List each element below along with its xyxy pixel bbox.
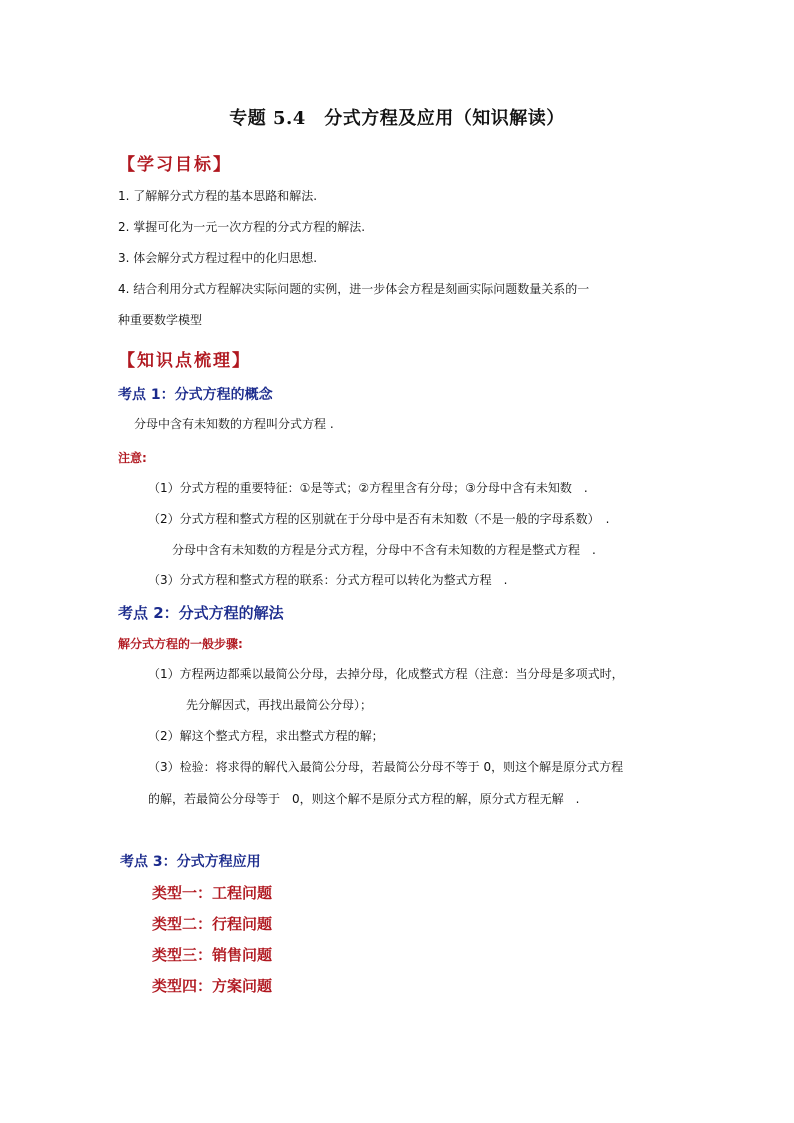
point-1-note-2-continued: 分母中含有未知数的方程是分式方程，分母中不含有未知数的方程是整式方程 .: [172, 543, 596, 557]
point-3-heading: 考点 3：分式方程应用: [120, 854, 261, 870]
application-type-2: 类型二：行程问题: [152, 915, 273, 933]
point-2-step-1: （1）方程两边都乘以最简公分母，去掉分母，化成整式方程（注意：当分母是多项式时，: [148, 667, 624, 681]
learning-goals-header: 【学习目标】: [118, 155, 232, 175]
page-title: 专题 5.4 分式方程及应用（知识解读）: [229, 108, 565, 129]
point-1-definition: 分母中含有未知数的方程叫分式方程 .: [134, 417, 334, 431]
point-1-note-2: （2）分式方程和整式方程的区别就在于分母中是否有未知数（不是一般的字母系数） .: [148, 512, 610, 526]
goal-item-2: 2. 掌握可化为一元一次方程的分式方程的解法.: [118, 220, 366, 234]
point-2-step-3: （3）检验：将求得的解代入最简公分母，若最简公分母不等于 0，则这个解是原分式方程: [148, 760, 624, 774]
point-2-heading: 考点 2：分式方程的解法: [118, 604, 284, 622]
point-1-heading: 考点 1：分式方程的概念: [118, 387, 273, 403]
goal-item-1: 1. 了解解分式方程的基本思路和解法.: [118, 189, 318, 203]
knowledge-points-header: 【知识点梳理】: [118, 351, 251, 371]
point-2-step-2: （2）解这个整式方程，求出整式方程的解；: [148, 729, 384, 743]
point-2-step-3-continued: 的解，若最简公分母等于 0，则这个解不是原分式方程的解，原分式方程无解 .: [148, 792, 580, 806]
point-2-steps-label: 解分式方程的一般步骤:: [118, 637, 243, 651]
goal-item-4: 4. 结合利用分式方程解决实际问题的实例，进一步体会方程是刻画实际问题数量关系的一: [118, 282, 590, 296]
application-type-1: 类型一：工程问题: [152, 884, 273, 902]
point-1-note-3: （3）分式方程和整式方程的联系：分式方程可以转化为整式方程 .: [148, 573, 508, 587]
application-type-4: 类型四：方案问题: [152, 977, 273, 995]
application-type-3: 类型三：销售问题: [152, 946, 273, 964]
point-2-step-1-continued: 先分解因式，再找出最简公分母）；: [186, 698, 373, 712]
goal-item-3: 3. 体会解分式方程过程中的化归思想.: [118, 251, 318, 265]
point-1-note-1: （1）分式方程的重要特征：①是等式；②方程里含有分母；③分母中含有未知数 .: [148, 481, 588, 495]
point-1-note-label: 注意:: [118, 451, 147, 465]
goal-item-4-continued: 种重要数学模型: [118, 313, 203, 327]
